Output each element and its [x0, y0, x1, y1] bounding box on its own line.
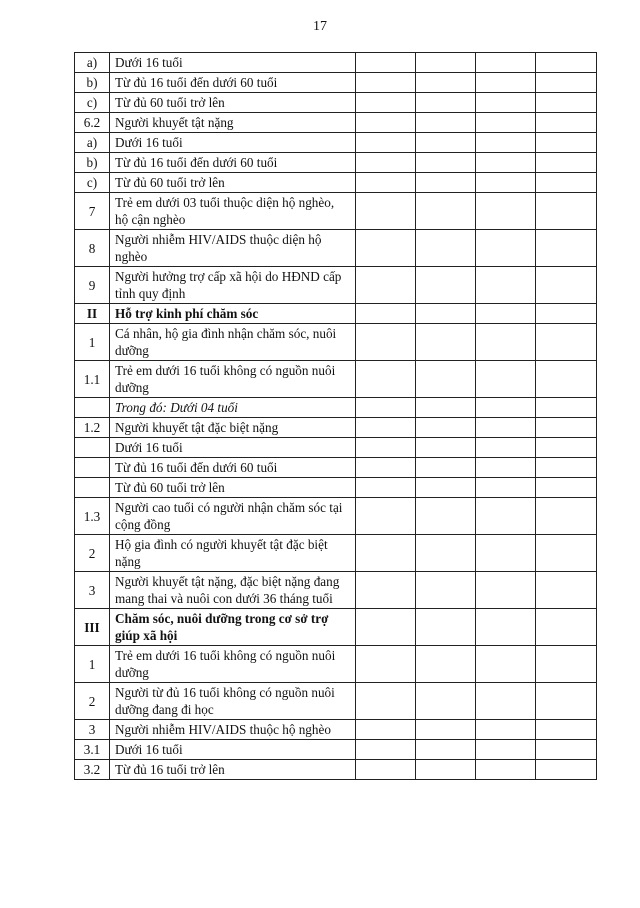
empty-value-cell [536, 646, 597, 683]
table-row [75, 740, 597, 760]
empty-value-cell [356, 53, 416, 73]
empty-value-cell [356, 760, 416, 780]
row-number-cell: 3.1 [75, 740, 110, 760]
empty-value-cell [356, 304, 416, 324]
row-number-cell: 1.1 [75, 361, 110, 398]
empty-value-cell [536, 458, 597, 478]
empty-value-cell [476, 153, 536, 173]
empty-value-cell [536, 609, 597, 646]
table-row [75, 683, 597, 720]
table-row [75, 438, 597, 458]
empty-value-cell [536, 438, 597, 458]
row-content-cell: Người hưởng trợ cấp xã hội do HĐND cấp tỉnh quy định [110, 267, 356, 304]
empty-value-cell [476, 93, 536, 113]
empty-value-cell [356, 646, 416, 683]
row-content-cell: Người khuyết tật nặng, đặc biệt nặng đang mang thai và nuôi con dưới 36 tháng tuổi [110, 572, 356, 609]
row-content-cell: Từ đủ 16 tuổi đến dưới 60 tuổi [110, 153, 356, 173]
table-row [75, 173, 597, 193]
empty-value-cell [356, 173, 416, 193]
row-content-cell: Từ đủ 16 tuổi trở lên [110, 760, 356, 780]
empty-value-cell [476, 535, 536, 572]
empty-value-cell [536, 173, 597, 193]
table-row [75, 153, 597, 173]
empty-value-cell [416, 173, 476, 193]
empty-value-cell [416, 438, 476, 458]
empty-value-cell [476, 361, 536, 398]
empty-value-cell [416, 93, 476, 113]
empty-value-cell [476, 760, 536, 780]
empty-value-cell [416, 478, 476, 498]
empty-value-cell [356, 267, 416, 304]
empty-value-cell [476, 720, 536, 740]
empty-value-cell [416, 398, 476, 418]
empty-value-cell [356, 193, 416, 230]
data-table [74, 52, 597, 780]
empty-value-cell [536, 498, 597, 535]
row-number-cell: III [75, 609, 110, 646]
row-number-cell: 1 [75, 646, 110, 683]
empty-value-cell [536, 572, 597, 609]
row-content-cell: Từ đủ 16 tuổi đến dưới 60 tuổi [110, 458, 356, 478]
row-content-cell: Từ đủ 60 tuổi trở lên [110, 478, 356, 498]
empty-value-cell [356, 93, 416, 113]
page-number: 17 [313, 19, 327, 34]
empty-value-cell [536, 53, 597, 73]
table-row [75, 113, 597, 133]
empty-value-cell [536, 740, 597, 760]
empty-value-cell [416, 193, 476, 230]
empty-value-cell [476, 478, 536, 498]
empty-value-cell [356, 324, 416, 361]
empty-value-cell [476, 133, 536, 153]
empty-value-cell [476, 438, 536, 458]
empty-value-cell [536, 267, 597, 304]
empty-value-cell [476, 646, 536, 683]
empty-value-cell [356, 230, 416, 267]
row-number-cell: b) [75, 153, 110, 173]
row-content-cell: Người khuyết tật nặng [110, 113, 356, 133]
empty-value-cell [416, 230, 476, 267]
empty-value-cell [356, 683, 416, 720]
table-row [75, 193, 597, 230]
empty-value-cell [536, 230, 597, 267]
empty-value-cell [536, 133, 597, 153]
table-row [75, 760, 597, 780]
empty-value-cell [416, 646, 476, 683]
row-number-cell: 2 [75, 535, 110, 572]
table-row [75, 398, 597, 418]
table-row [75, 73, 597, 93]
row-content-cell: Từ đủ 16 tuổi đến dưới 60 tuổi [110, 73, 356, 93]
row-content-cell: Trong đó: Dưới 04 tuổi [110, 398, 356, 418]
row-content-cell: Người cao tuổi có người nhận chăm sóc tại cộng đồng [110, 498, 356, 535]
empty-value-cell [416, 73, 476, 93]
row-content-cell: Dưới 16 tuổi [110, 438, 356, 458]
empty-value-cell [476, 398, 536, 418]
table-row [75, 609, 597, 646]
empty-value-cell [416, 133, 476, 153]
empty-value-cell [356, 535, 416, 572]
empty-value-cell [416, 535, 476, 572]
empty-value-cell [416, 304, 476, 324]
table-row [75, 324, 597, 361]
empty-value-cell [536, 73, 597, 93]
row-content-cell: Dưới 16 tuổi [110, 133, 356, 153]
table-row [75, 478, 597, 498]
empty-value-cell [356, 458, 416, 478]
row-number-cell: 1.2 [75, 418, 110, 438]
empty-value-cell [536, 760, 597, 780]
row-number-cell: 1.3 [75, 498, 110, 535]
row-number-cell: 7 [75, 193, 110, 230]
table-row [75, 572, 597, 609]
empty-value-cell [476, 498, 536, 535]
row-number-cell: a) [75, 133, 110, 153]
row-number-cell [75, 398, 110, 418]
row-number-cell: c) [75, 173, 110, 193]
table-row [75, 458, 597, 478]
empty-value-cell [416, 458, 476, 478]
row-number-cell [75, 458, 110, 478]
empty-value-cell [476, 193, 536, 230]
row-number-cell: 2 [75, 683, 110, 720]
empty-value-cell [476, 267, 536, 304]
row-content-cell: Dưới 16 tuổi [110, 53, 356, 73]
row-content-cell: Trẻ em dưới 03 tuổi thuộc diện hộ nghèo, hộ cận nghèo [110, 193, 356, 230]
table-row [75, 267, 597, 304]
row-content-cell: Người khuyết tật đặc biệt nặng [110, 418, 356, 438]
table-row [75, 133, 597, 153]
empty-value-cell [356, 133, 416, 153]
empty-value-cell [416, 53, 476, 73]
row-content-cell: Người từ đủ 16 tuổi không có nguồn nuôi dưỡng đang đi học [110, 683, 356, 720]
empty-value-cell [416, 572, 476, 609]
empty-value-cell [536, 535, 597, 572]
row-content-cell: Từ đủ 60 tuổi trở lên [110, 173, 356, 193]
row-number-cell [75, 478, 110, 498]
table-row [75, 535, 597, 572]
table-row [75, 53, 597, 73]
empty-value-cell [476, 230, 536, 267]
row-content-cell: Người nhiễm HIV/AIDS thuộc diện hộ nghèo [110, 230, 356, 267]
empty-value-cell [476, 418, 536, 438]
table-row [75, 720, 597, 740]
empty-value-cell [416, 683, 476, 720]
empty-value-cell [356, 720, 416, 740]
table-row [75, 498, 597, 535]
row-number-cell: 3 [75, 720, 110, 740]
row-number-cell: c) [75, 93, 110, 113]
empty-value-cell [476, 572, 536, 609]
empty-value-cell [536, 720, 597, 740]
row-content-cell: Dưới 16 tuổi [110, 740, 356, 760]
empty-value-cell [536, 93, 597, 113]
row-number-cell: 9 [75, 267, 110, 304]
empty-value-cell [536, 153, 597, 173]
empty-value-cell [356, 361, 416, 398]
empty-value-cell [476, 53, 536, 73]
empty-value-cell [476, 458, 536, 478]
empty-value-cell [476, 73, 536, 93]
empty-value-cell [536, 193, 597, 230]
empty-value-cell [416, 609, 476, 646]
empty-value-cell [356, 398, 416, 418]
empty-value-cell [476, 113, 536, 133]
row-number-cell: 3 [75, 572, 110, 609]
empty-value-cell [476, 324, 536, 361]
row-number-cell [75, 438, 110, 458]
table-row [75, 418, 597, 438]
row-content-cell: Trẻ em dưới 16 tuổi không có nguồn nuôi dưỡng [110, 646, 356, 683]
empty-value-cell [356, 478, 416, 498]
row-number-cell: 3.2 [75, 760, 110, 780]
row-content-cell: Hộ gia đình có người khuyết tật đặc biệt nặng [110, 535, 356, 572]
empty-value-cell [356, 153, 416, 173]
empty-value-cell [356, 73, 416, 93]
empty-value-cell [416, 113, 476, 133]
empty-value-cell [476, 173, 536, 193]
row-content-cell: Cá nhân, hộ gia đình nhận chăm sóc, nuôi dưỡng [110, 324, 356, 361]
empty-value-cell [536, 304, 597, 324]
empty-value-cell [416, 361, 476, 398]
empty-value-cell [536, 324, 597, 361]
row-content-cell: Trẻ em dưới 16 tuổi không có nguồn nuôi dưỡng [110, 361, 356, 398]
empty-value-cell [536, 398, 597, 418]
empty-value-cell [416, 267, 476, 304]
empty-value-cell [356, 498, 416, 535]
row-content-cell: Chăm sóc, nuôi dưỡng trong cơ sở trợ giúp xã hội [110, 609, 356, 646]
row-content-cell: Hỗ trợ kinh phí chăm sóc [110, 304, 356, 324]
row-number-cell: a) [75, 53, 110, 73]
row-number-cell: II [75, 304, 110, 324]
empty-value-cell [476, 609, 536, 646]
empty-value-cell [356, 572, 416, 609]
empty-value-cell [416, 418, 476, 438]
empty-value-cell [356, 113, 416, 133]
empty-value-cell [476, 304, 536, 324]
table-body [75, 53, 597, 780]
empty-value-cell [416, 498, 476, 535]
empty-value-cell [356, 438, 416, 458]
empty-value-cell [416, 153, 476, 173]
empty-value-cell [536, 418, 597, 438]
row-content-cell: Từ đủ 60 tuổi trở lên [110, 93, 356, 113]
empty-value-cell [536, 478, 597, 498]
empty-value-cell [536, 361, 597, 398]
table-row [75, 361, 597, 398]
empty-value-cell [356, 418, 416, 438]
empty-value-cell [416, 720, 476, 740]
row-content-cell: Người nhiễm HIV/AIDS thuộc hộ nghèo [110, 720, 356, 740]
table-row [75, 230, 597, 267]
table-row [75, 304, 597, 324]
empty-value-cell [476, 740, 536, 760]
row-number-cell: 1 [75, 324, 110, 361]
empty-value-cell [356, 609, 416, 646]
table-row [75, 93, 597, 113]
row-number-cell: b) [75, 73, 110, 93]
empty-value-cell [416, 324, 476, 361]
empty-value-cell [416, 760, 476, 780]
empty-value-cell [476, 683, 536, 720]
empty-value-cell [536, 113, 597, 133]
row-number-cell: 8 [75, 230, 110, 267]
empty-value-cell [416, 740, 476, 760]
empty-value-cell [356, 740, 416, 760]
empty-value-cell [536, 683, 597, 720]
table-row [75, 646, 597, 683]
row-number-cell: 6.2 [75, 113, 110, 133]
